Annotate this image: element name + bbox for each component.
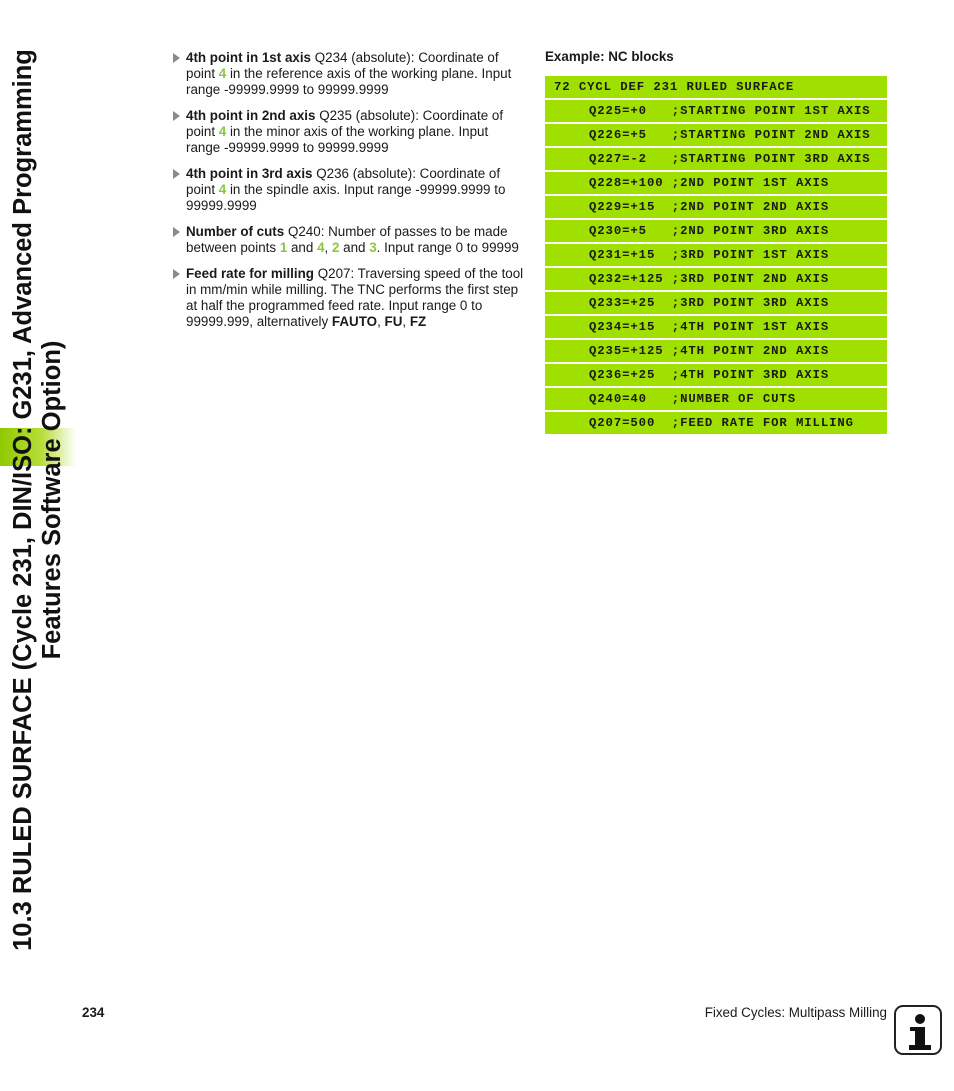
nc-row: Q240=40 ;NUMBER OF CUTS — [545, 388, 887, 410]
param-label: 4th point in 1st axis — [186, 50, 312, 65]
page-number: 234 — [82, 1005, 105, 1020]
param-q234: 4th point in 1st axis Q234 (absolute): Coordinate of point 4 in the reference axis of the working plane. Input range -99999.9999 to 99999.9999 — [172, 50, 524, 98]
nc-row: Q234=+15 ;4TH POINT 1ST AXIS — [545, 316, 887, 338]
parameter-list — [172, 50, 524, 340]
triangle-bullet-icon — [173, 53, 180, 63]
triangle-bullet-icon — [173, 227, 180, 237]
nc-row: Q207=500 ;FEED RATE FOR MILLING — [545, 412, 887, 434]
nc-row: Q225=+0 ;STARTING POINT 1ST AXIS — [545, 100, 887, 122]
info-icon — [894, 1005, 942, 1055]
example-title: Example: NC blocks — [545, 49, 674, 64]
chapter-footer: Fixed Cycles: Multipass Milling — [704, 1005, 887, 1020]
nc-row: Q236=+25 ;4TH POINT 3RD AXIS — [545, 364, 887, 386]
param-label: 4th point in 3rd axis — [186, 166, 313, 181]
nc-row: Q226=+5 ;STARTING POINT 2ND AXIS — [545, 124, 887, 146]
nc-row: Q232=+125 ;3RD POINT 2ND AXIS — [545, 268, 887, 290]
nc-block-list — [545, 76, 887, 436]
param-label: Feed rate for milling — [186, 266, 314, 281]
nc-row: Q228=+100 ;2ND POINT 1ST AXIS — [545, 172, 887, 194]
nc-row: 72 CYCL DEF 231 RULED SURFACE — [545, 76, 887, 98]
nc-row: Q231=+15 ;3RD POINT 1ST AXIS — [545, 244, 887, 266]
nc-row: Q229=+15 ;2ND POINT 2ND AXIS — [545, 196, 887, 218]
param-label: 4th point in 2nd axis — [186, 108, 316, 123]
param-q235: 4th point in 2nd axis Q235 (absolute): Coordinate of point 4 in the minor axis of the working plane. Input range -99999.9999 to 99999.9999 — [172, 108, 524, 156]
triangle-bullet-icon — [173, 111, 180, 121]
nc-row: Q235=+125 ;4TH POINT 2ND AXIS — [545, 340, 887, 362]
triangle-bullet-icon — [173, 269, 180, 279]
nc-row: Q227=-2 ;STARTING POINT 3RD AXIS — [545, 148, 887, 170]
nc-row: Q230=+5 ;2ND POINT 3RD AXIS — [545, 220, 887, 242]
nc-row: Q233=+25 ;3RD POINT 3RD AXIS — [545, 292, 887, 314]
param-q207: Feed rate for milling Q207: Traversing speed of the tool in mm/min while milling. The TNC performs the first step at half the programmed feed rate. Input range 0 to 99999.999, alternatively FAUTO, FU, FZ — [172, 266, 524, 330]
param-q236: 4th point in 3rd axis Q236 (absolute): Coordinate of point 4 in the spindle axis. Input range -99999.9999 to 99999.9999 — [172, 166, 524, 214]
param-q240: Number of cuts Q240: Number of passes to be made between points 1 and 4, 2 and 3. Input range 0 to 99999 — [172, 224, 524, 256]
param-label: Number of cuts — [186, 224, 285, 239]
side-title-line1: 10.3 RULED SURFACE (Cycle 231, DIN/ISO: G231, Advanced Programming — [9, 49, 37, 951]
side-title-line2: Features Software Option) — [38, 340, 66, 660]
triangle-bullet-icon — [173, 169, 180, 179]
side-title — [0, 0, 76, 1091]
